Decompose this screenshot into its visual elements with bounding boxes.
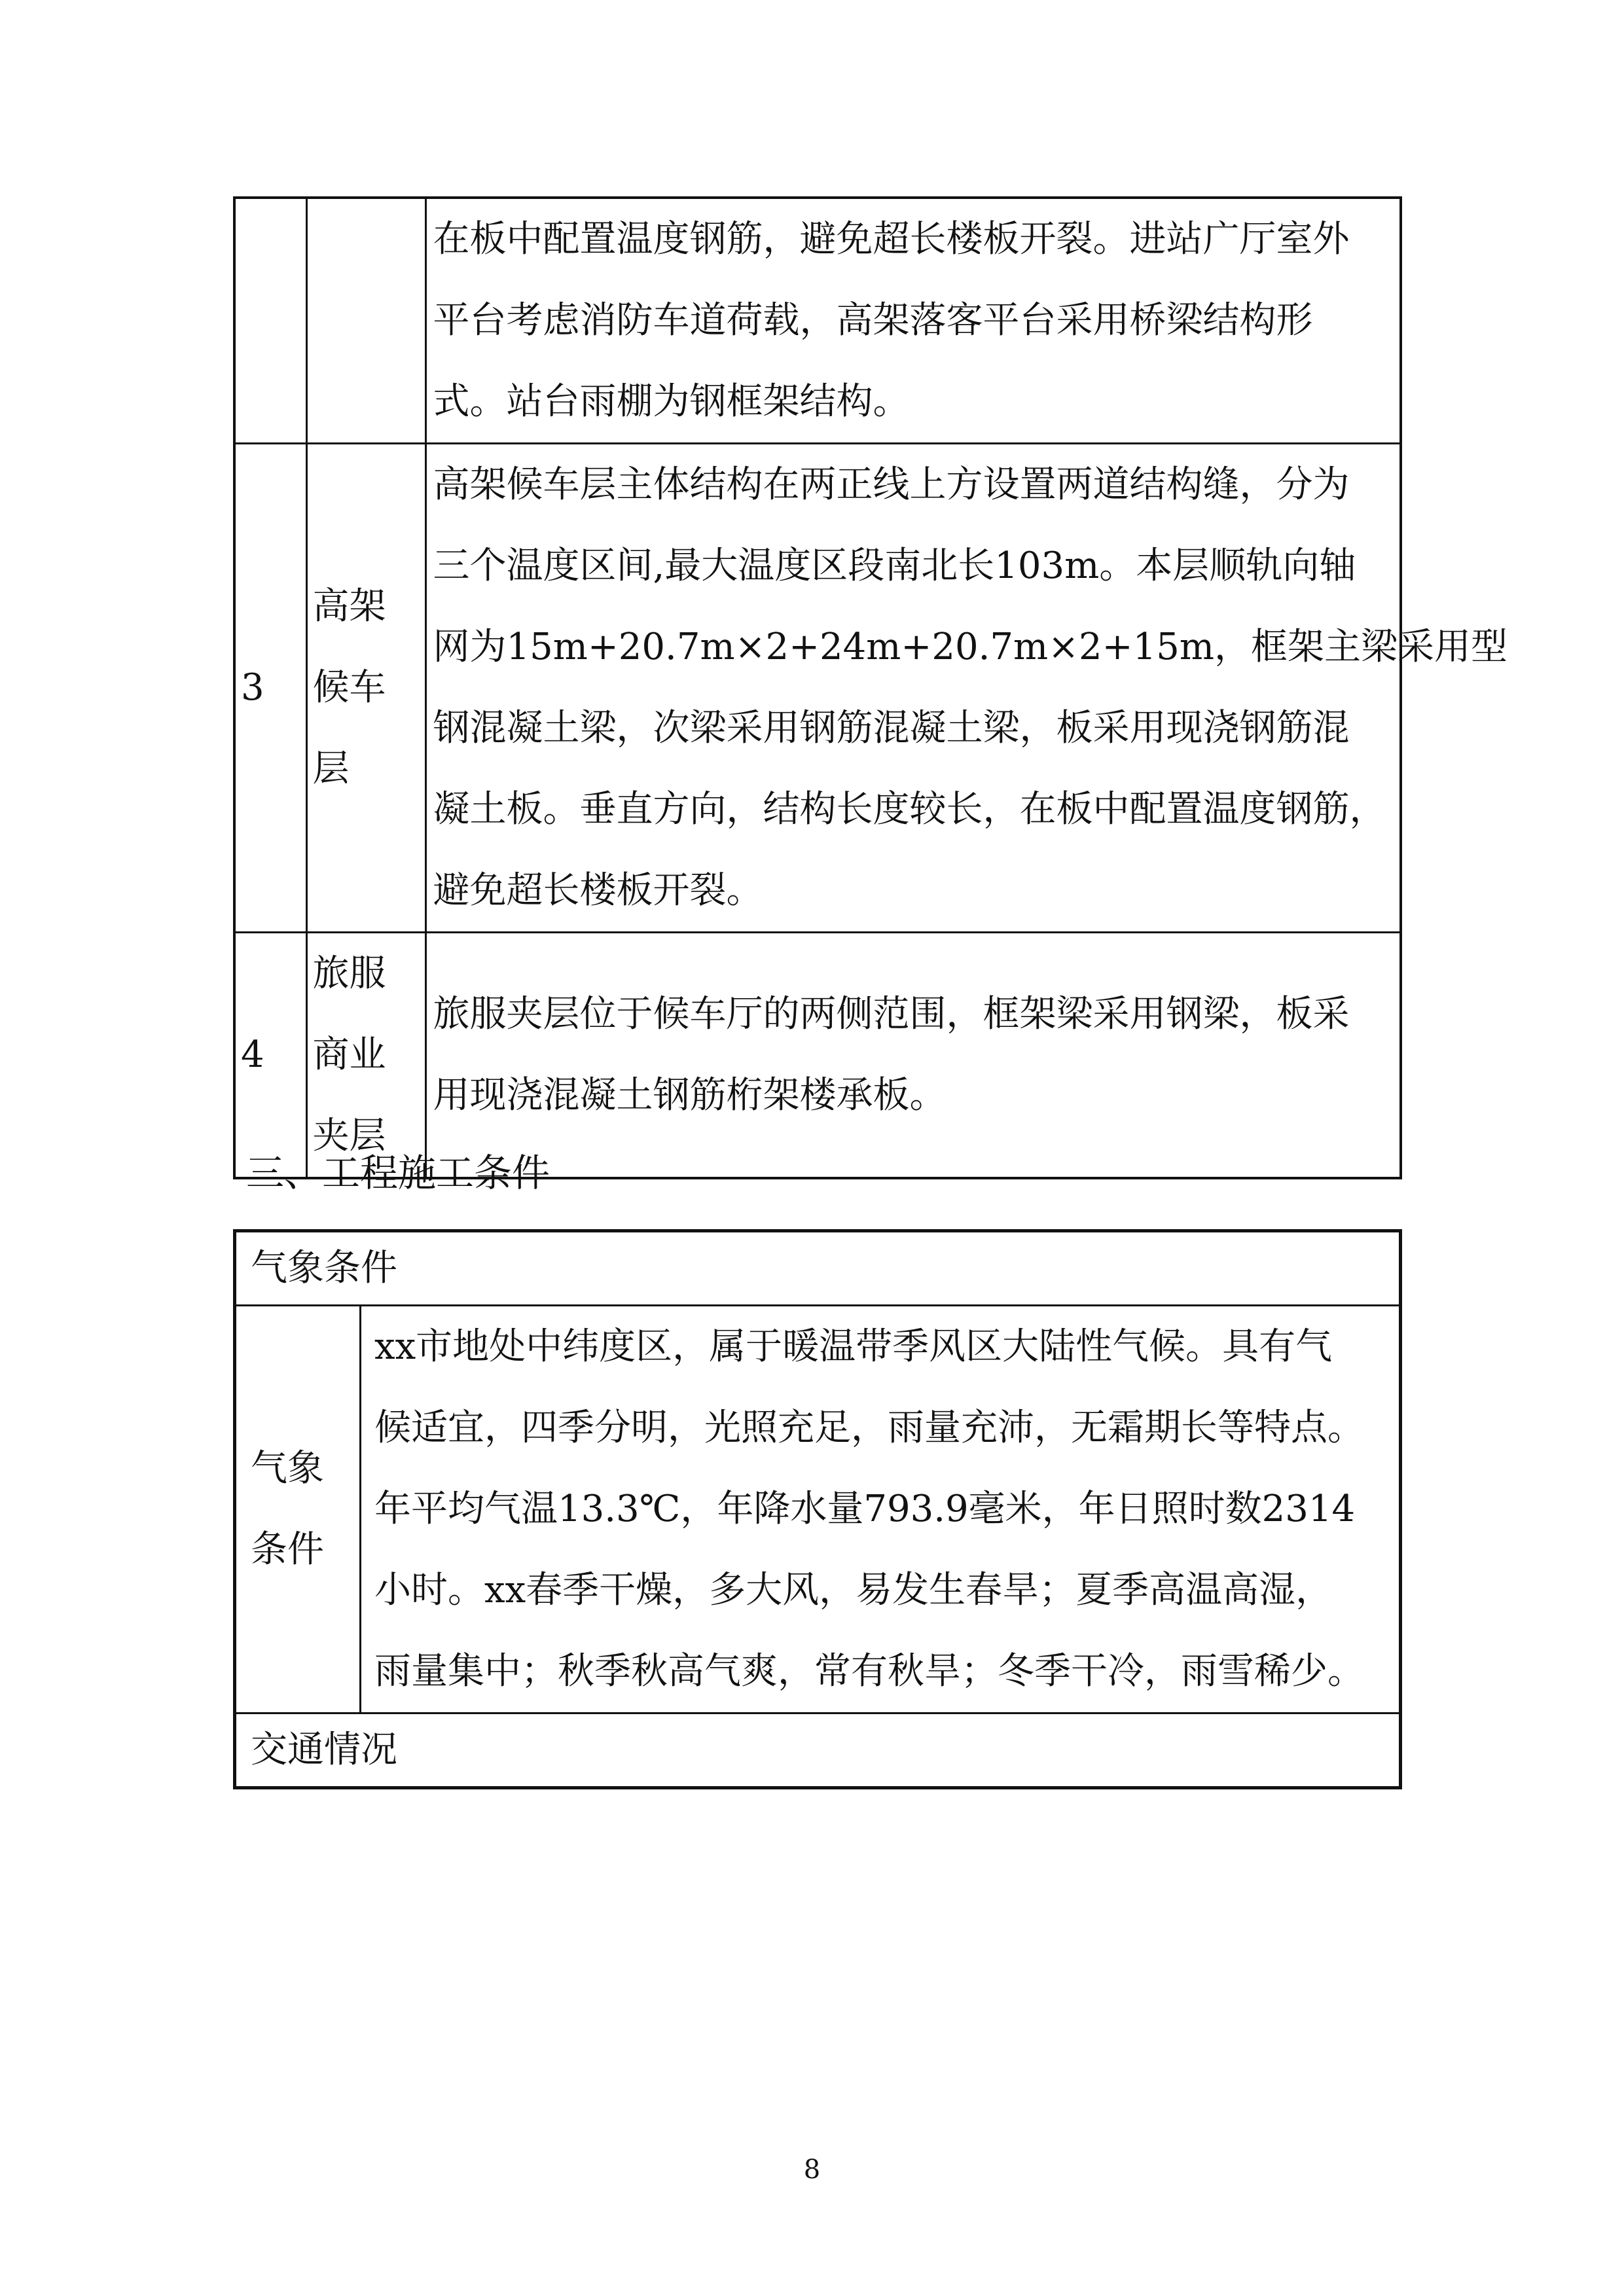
page-number: 8 <box>803 2155 821 2185</box>
text-line: 高架 <box>312 585 386 628</box>
text-line: 在板中配置温度钢筋，避免超长楼板开裂。进站广厅室外 <box>433 218 1350 260</box>
text-line: 候适宜，四季分明，光照充足，雨量充沛，无霜期长等特点。 <box>374 1407 1364 1449</box>
text-line: 雨量集中；秋季秋高气爽，常有秋旱；冬季干冷，雨雪稀少。 <box>374 1650 1364 1693</box>
row-number: 4 <box>234 933 306 1179</box>
table-row <box>234 933 1401 1179</box>
table-row <box>235 1713 1401 1788</box>
text-line: 旅服夹层位于候车厅的两侧范围，框架梁采用钢梁，板采 <box>433 993 1350 1035</box>
weather-description <box>361 1306 1401 1713</box>
text-line: 钢混凝土梁，次梁采用钢筋混凝土梁，板采用现浇钢筋混 <box>433 707 1350 749</box>
structure-description <box>425 198 1401 444</box>
text-line: 层 <box>312 747 350 790</box>
structure-description <box>425 933 1401 1179</box>
row-number <box>234 198 306 444</box>
text-line: 凝土板。垂直方向，结构长度较长，在板中配置温度钢筋， <box>433 788 1386 831</box>
structure-description <box>425 444 1507 933</box>
text-line: 气象 <box>251 1447 324 1490</box>
text-line: 年平均气温13.3℃，年降水量793.9毫米，年日照时数2314 <box>374 1488 1356 1530</box>
text-line: 候车 <box>312 666 386 709</box>
weather-label <box>235 1306 361 1713</box>
structure-level-name <box>306 198 425 444</box>
table-row <box>235 1231 1401 1306</box>
text-line: 三个温度区间,最大温度区段南北长103m。本层顺轨向轴 <box>433 545 1356 587</box>
traffic-header: 交通情况 <box>235 1713 1401 1788</box>
weather-header: 气象条件 <box>235 1231 1401 1306</box>
text-line: 平台考虑消防车道荷载，高架落客平台采用桥梁结构形 <box>433 299 1313 342</box>
text-line: 用现浇混凝土钢筋桁架楼承板。 <box>433 1074 947 1117</box>
table-row <box>235 1306 1401 1713</box>
text-line: 小时。xx春季干燥，多大风，易发生春旱；夏季高温高湿， <box>374 1569 1333 1611</box>
text-line: 条件 <box>251 1528 324 1571</box>
text-line: 式。站台雨棚为钢框架结构。 <box>433 380 910 423</box>
table-row <box>234 198 1401 444</box>
text-line: 避免超长楼板开裂。 <box>433 869 763 912</box>
text-line: 网为15m+20.7m×2+24m+20.7m×2+15m，框架主梁采用型 <box>433 626 1507 668</box>
section-heading: 三、工程施工条件 <box>246 1151 550 1195</box>
structure-table <box>233 196 1507 1179</box>
structure-level-name <box>306 933 425 1179</box>
row-number: 3 <box>234 444 306 933</box>
table-row <box>234 444 1401 933</box>
text-line: 旅服 <box>312 952 386 995</box>
construction-conditions-table <box>233 1229 1402 1789</box>
structure-level-name <box>306 444 425 933</box>
text-line: 夹层 <box>312 1115 386 1157</box>
text-line: 高架候车层主体结构在两正线上方设置两道结构缝，分为 <box>433 463 1350 506</box>
text-line: 商业 <box>312 1033 386 1076</box>
text-line: xx市地处中纬度区，属于暖温带季风区大陆性气候。具有气 <box>374 1325 1333 1368</box>
